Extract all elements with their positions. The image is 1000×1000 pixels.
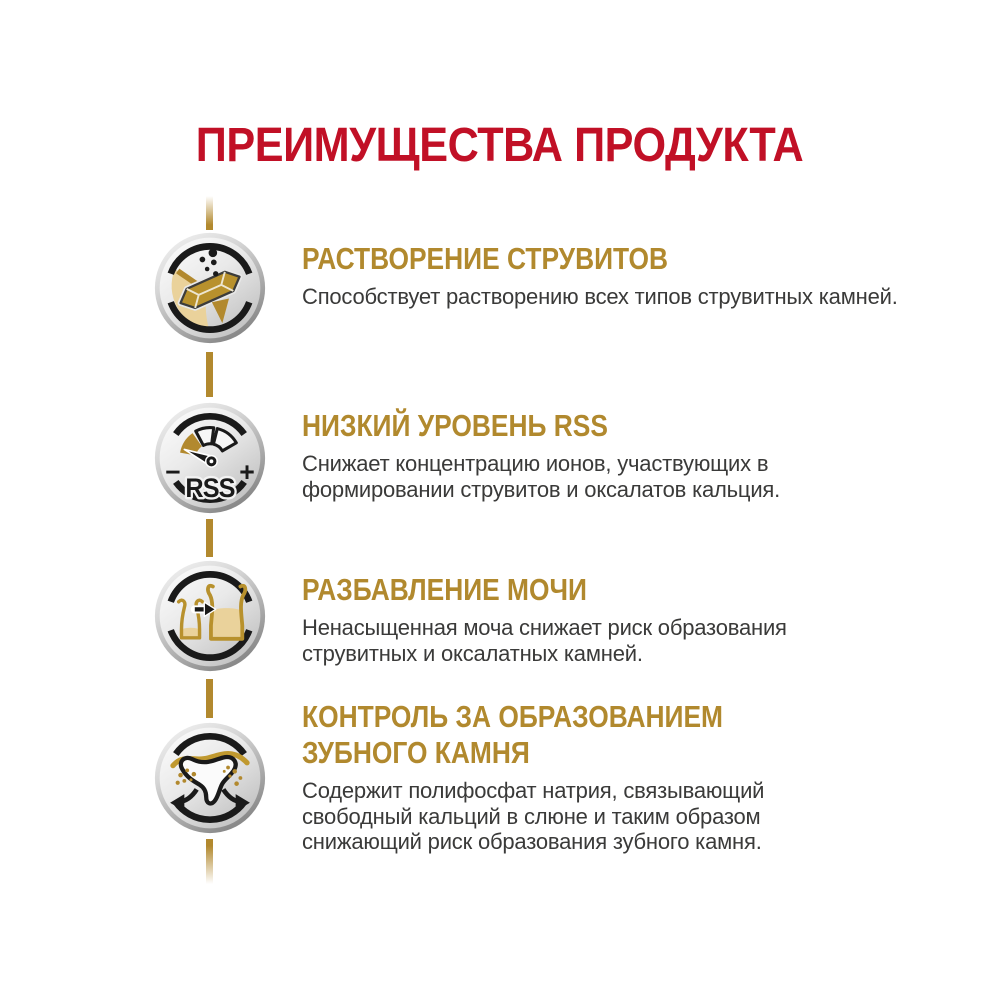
benefit-section-struvite-dissolution bbox=[302, 241, 902, 310]
connector-line-segment bbox=[206, 196, 213, 230]
benefit-heading: РАСТВОРЕНИЕ СТРУВИТОВ bbox=[302, 241, 669, 276]
benefit-body: Снижает концентрацию ионов, участвующих в формировании струвитов и оксалатов кальция. bbox=[302, 451, 781, 502]
benefit-section-urine-dilution bbox=[302, 572, 902, 666]
gauge-minus-label: − bbox=[165, 456, 181, 487]
benefit-body: Содержит полифосфат натрия, связывающий свободный кальций в слюне и таким образом снижающий риск образования зубного камня. bbox=[302, 778, 765, 854]
connector-line-segment bbox=[206, 679, 213, 718]
benefit-body: Ненасыщенная моча снижает риск образования струвитных и оксалатных камней. bbox=[302, 615, 787, 666]
page-title-text: ПРЕИМУЩЕСТВА ПРОДУКТА bbox=[196, 119, 804, 172]
urine-dilution-icon bbox=[153, 559, 267, 673]
connector-line-segment bbox=[206, 352, 213, 397]
benefit-section-tartar-control bbox=[302, 699, 882, 855]
gauge-plus-label: + bbox=[239, 456, 255, 487]
tartar-control-icon bbox=[153, 721, 267, 835]
benefit-heading: НИЗКИЙ УРОВЕНЬ RSS bbox=[302, 408, 608, 443]
gauge-rss-label: RSS bbox=[185, 474, 235, 504]
struvite-dissolution-icon bbox=[153, 231, 267, 345]
benefit-body: Способствует растворению всех типов струвитных камней. bbox=[302, 284, 898, 309]
page-title bbox=[0, 118, 1000, 173]
connector-line-segment bbox=[206, 519, 213, 557]
rss-gauge-icon bbox=[153, 401, 267, 515]
benefit-heading: КОНТРОЛЬ ЗА ОБРАЗОВАНИЕМ ЗУБНОГО КАМНЯ bbox=[302, 699, 724, 770]
connector-line-segment bbox=[206, 839, 213, 884]
benefit-heading: РАЗБАВЛЕНИЕ МОЧИ bbox=[302, 572, 587, 607]
benefit-section-low-rss bbox=[302, 408, 902, 502]
